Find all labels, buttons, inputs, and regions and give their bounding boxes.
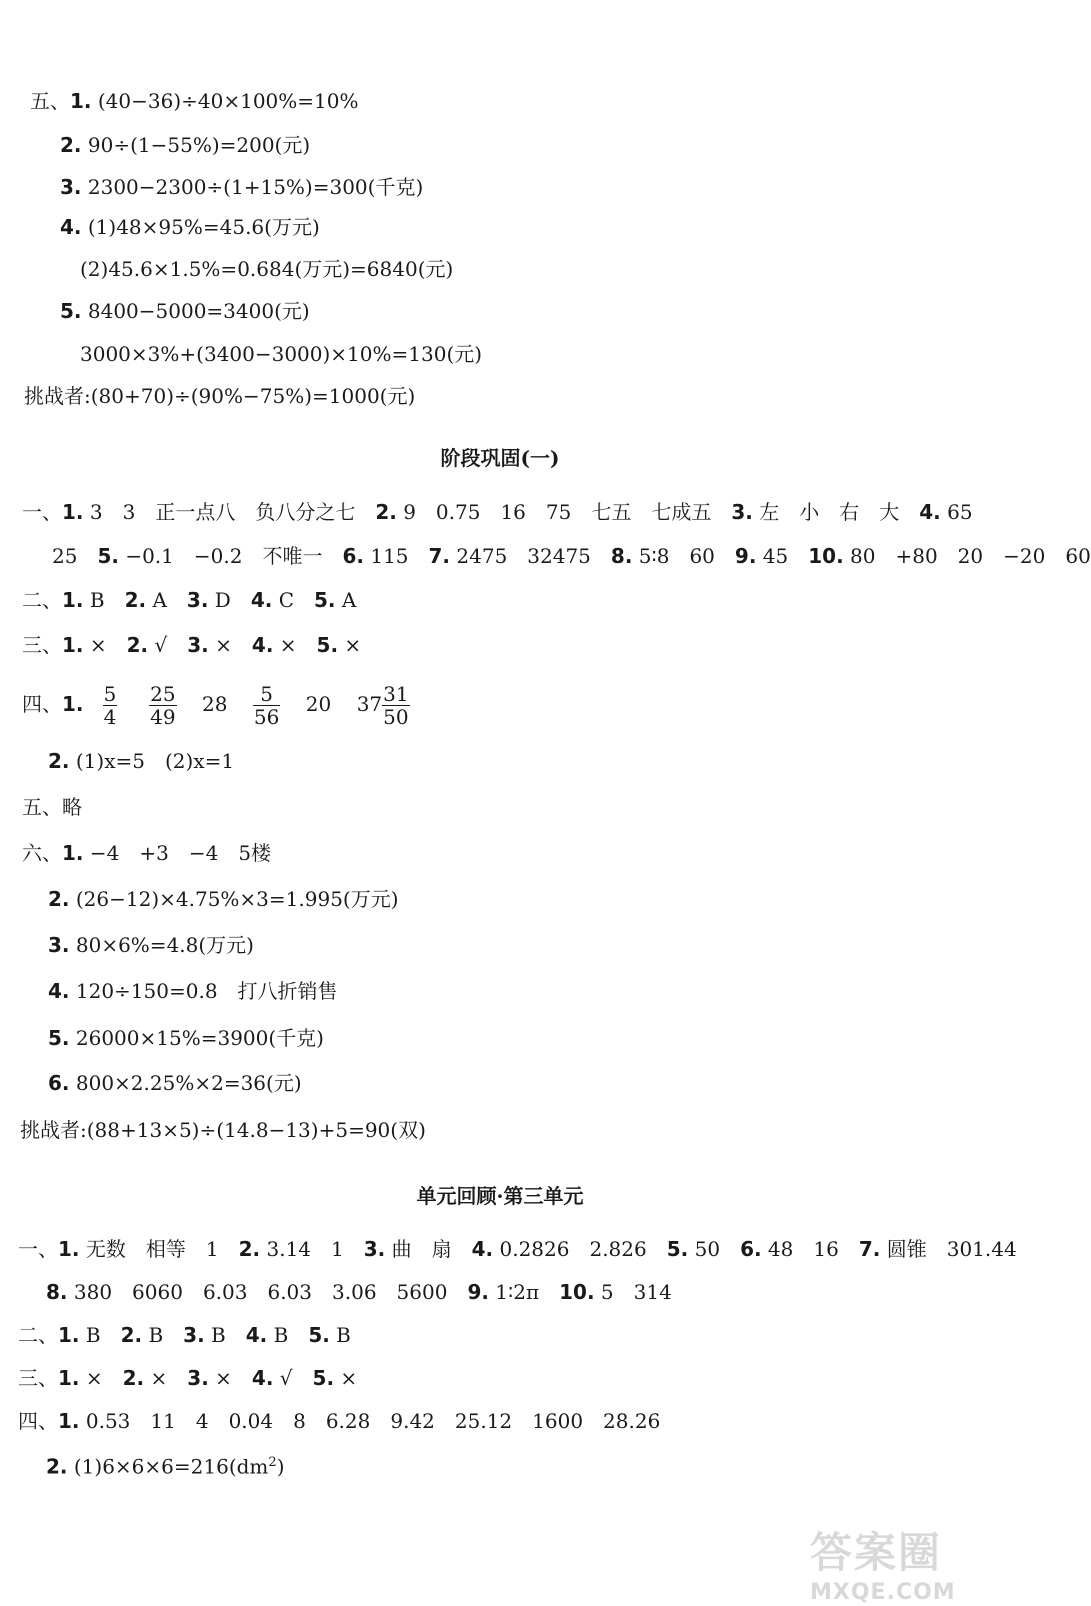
s2-row-3: 二、1. B 2. A 3. D 4. C 5. A bbox=[22, 588, 357, 612]
s2-row-10: 3. 80×6%=4.8(万元) bbox=[48, 933, 254, 957]
s1-line-5: (2)45.6×1.5%=0.684(万元)=6840(元) bbox=[80, 257, 454, 281]
s3-row-3: 二、1. B 2. B 3. B 4. B 5. B bbox=[18, 1323, 351, 1347]
watermark-url: MXQE.COM bbox=[810, 1580, 956, 1605]
fraction: $\frac{25}{49}$ bbox=[150, 682, 176, 729]
fraction: $\frac{5}{4}$ bbox=[103, 682, 117, 729]
watermark-text: 答案圈 bbox=[810, 1528, 943, 1577]
s1-line-4: 4. (1)48×95%=45.6(万元) bbox=[60, 215, 320, 239]
s3-title: 单元回顾·第三单元 bbox=[416, 1184, 584, 1208]
s2-row-7: 五、略 bbox=[22, 795, 82, 819]
s3-row-5: 四、1. 0.53 11 4 0.04 8 6.28 9.42 25.12 1600 28.26 bbox=[18, 1409, 661, 1433]
s1-line-6: 5. 8400−5000=3400(元) bbox=[60, 299, 310, 323]
s1-line-3: 3. 2300−2300÷(1+15%)=300(千克) bbox=[60, 175, 424, 199]
s2-row-9: 2. (26−12)×4.75%×3=1.995(万元) bbox=[48, 887, 399, 911]
s2-row-2: 25 5. −0.1 −0.2 不唯一 6. 115 7. 2475 32475 8. 5∶8 60 9. 45 10. 80 +80 20 −20 60 bbox=[52, 544, 1091, 568]
s2-title: 阶段巩固(一) bbox=[440, 446, 560, 470]
s1-line-1: 五、1. (40−36)÷40×100%=10% bbox=[30, 89, 359, 113]
s2-challenge: 挑战者:(88+13×5)÷(14.8−13)+5=90(双) bbox=[20, 1118, 426, 1142]
fraction: $\frac{5}{56}$ bbox=[253, 682, 280, 729]
s3-row-4: 三、1. × 2. × 3. × 4. √ 5. × bbox=[18, 1366, 358, 1390]
s1-line-7: 3000×3%+(3400−3000)×10%=130(元) bbox=[80, 342, 483, 366]
s2-row-1: 一、1. 3 3 正一点八 负八分之七 2. 9 0.75 16 75 七五 七成五 3. 左 小 右 大 4. 65 bbox=[22, 500, 973, 524]
s2-row-8: 六、1. −4 +3 −4 5楼 bbox=[22, 841, 272, 865]
watermark-logo bbox=[810, 1520, 990, 1605]
s3-row-6: 2. $(1)6\times 6\times 6=216(dm^2)$ bbox=[46, 1454, 285, 1479]
s2-row-5: 四、1. $\frac{5}{4}$ $\frac{25}{49}$ 28 $\frac{5}{56}$ 20 37 $\frac{31}{50}$ bbox=[22, 682, 409, 729]
s2-row-13: 6. 800×2.25%×2=36(元) bbox=[48, 1071, 302, 1095]
s1-line-2: 2. 90÷(1−55%)=200(元) bbox=[60, 133, 311, 157]
s2-row-6: 2. (1)x=5 (2)x=1 bbox=[48, 749, 235, 773]
fraction: $\frac{31}{50}$ bbox=[383, 682, 409, 729]
s2-row-11: 4. 120÷150=0.8 打八折销售 bbox=[48, 979, 338, 1003]
s2-row-12: 5. 26000×15%=3900(千克) bbox=[48, 1026, 324, 1050]
s3-row-2: 8. 380 6060 6.03 6.03 3.06 5600 9. 1∶2π 10. 5 314 bbox=[46, 1280, 672, 1304]
s2-row-4: 三、1. × 2. √ 3. × 4. × 5. × bbox=[22, 633, 362, 657]
s3-row-1: 一、1. 无数 相等 1 2. 3.14 1 3. 曲 扇 4. 0.2826 2.826 5. 50 6. 48 16 7. 圆锥 301.44 bbox=[18, 1237, 1017, 1261]
s1-challenge: 挑战者:(80+70)÷(90%−75%)=1000(元) bbox=[24, 384, 416, 408]
